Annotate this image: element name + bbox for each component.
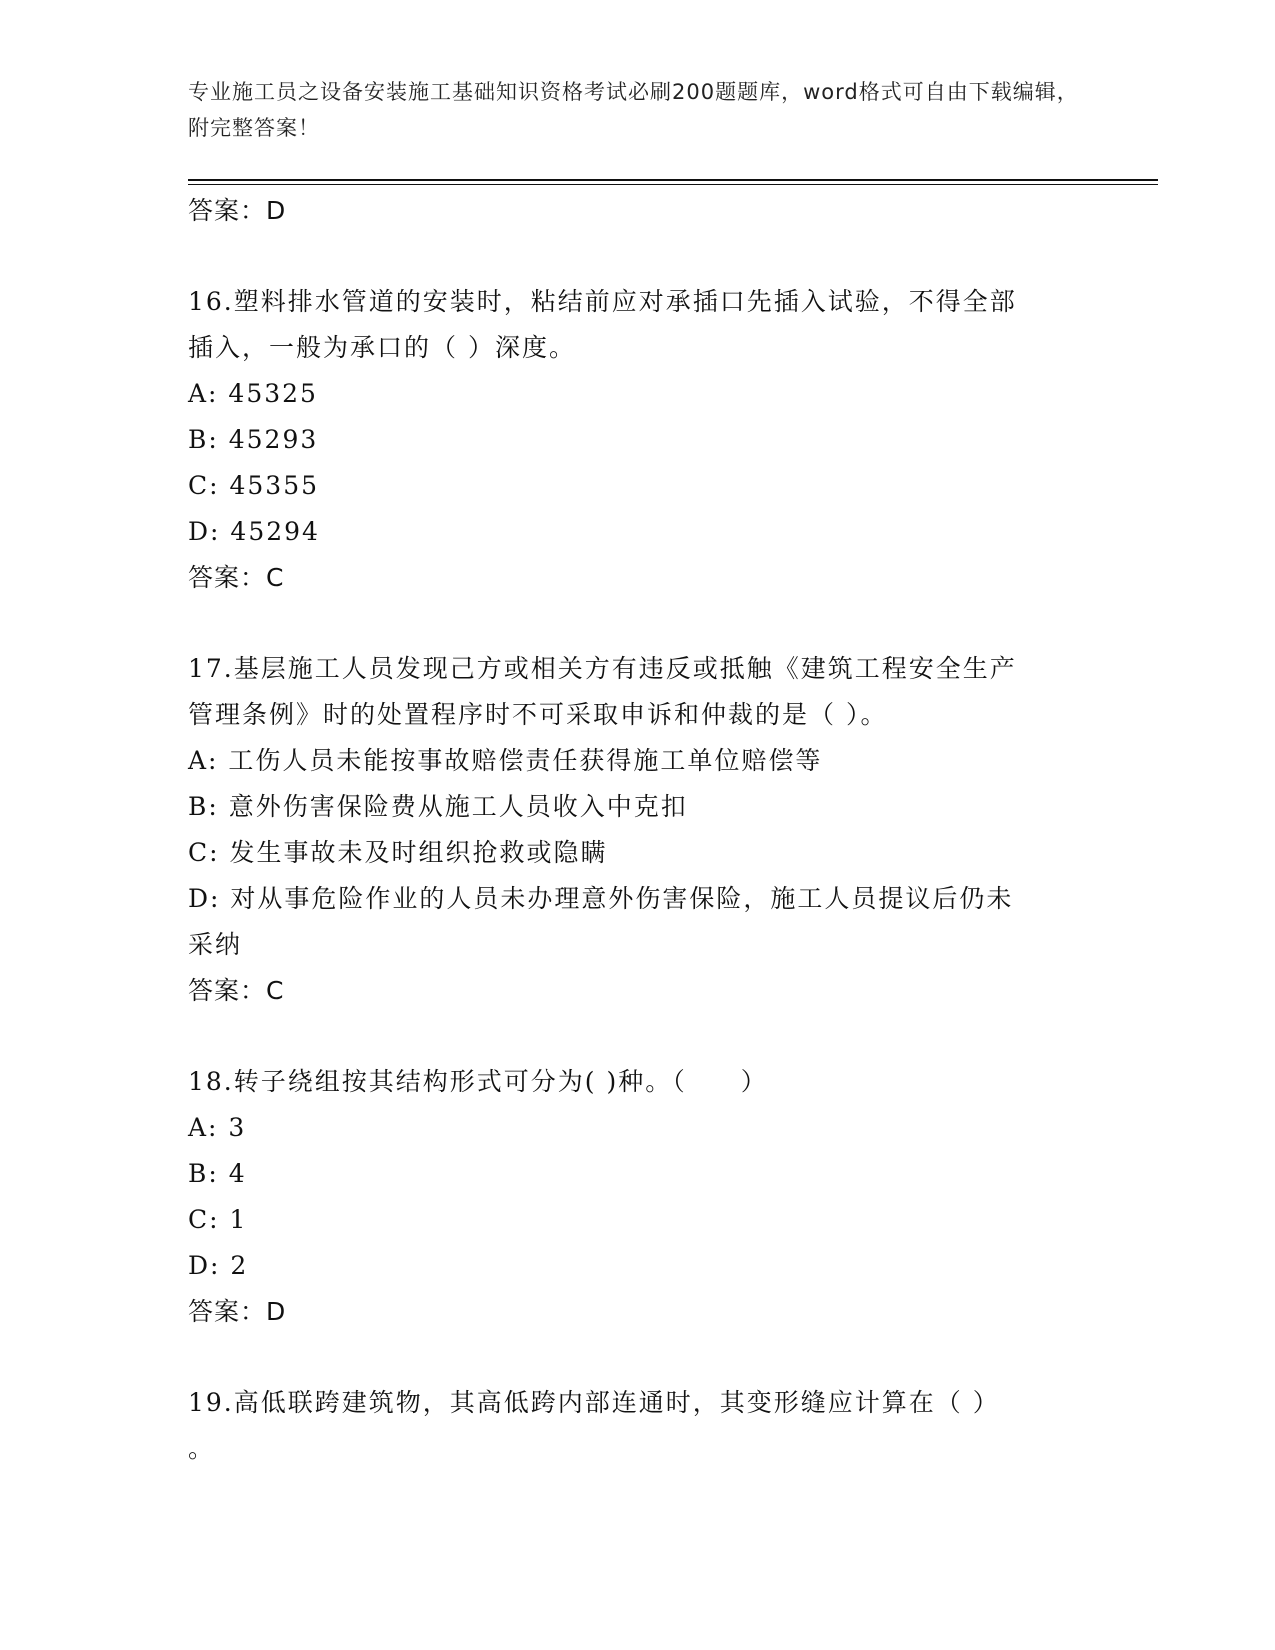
answer-line: 答案：C xyxy=(188,563,285,592)
option-c: C: 1 xyxy=(188,1205,248,1234)
spacer xyxy=(188,601,1088,646)
answer-line: 答案：D xyxy=(188,1297,287,1326)
spacer xyxy=(188,1014,1088,1059)
question-18 xyxy=(188,1059,1088,1335)
spacer xyxy=(188,234,1088,279)
option-a: A: 45325 xyxy=(188,379,318,408)
header-divider-thin xyxy=(188,184,1158,185)
option-d: D: 45294 xyxy=(188,517,320,546)
answer-line: 答案：D xyxy=(188,196,287,225)
option-b: B: 4 xyxy=(188,1159,247,1188)
option-c: C: 发生事故未及时组织抢救或隐瞒 xyxy=(188,838,608,867)
question-17 xyxy=(188,646,1088,1014)
option-b: B: 45293 xyxy=(188,425,319,454)
question-stem: 管理条例》时的处置程序时不可采取申诉和仲裁的是（ ）。 xyxy=(188,700,888,729)
question-stem: 。 xyxy=(188,1434,216,1463)
option-a: A: 3 xyxy=(188,1113,247,1142)
option-c: C: 45355 xyxy=(188,471,320,500)
page-header: 专业施工员之设备安装施工基础知识资格考试必刷200题题库，word格式可自由下载编辑，附完整答案！ xyxy=(188,80,1079,140)
document-body xyxy=(188,188,1088,1472)
spacer xyxy=(188,1335,1088,1380)
option-d: D: 对从事危险作业的人员未办理意外伤害保险，施工人员提议后仍未 xyxy=(188,884,1014,913)
option-d-continued: 采纳 xyxy=(188,930,243,959)
question-19 xyxy=(188,1380,1088,1472)
option-b: B: 意外伤害保险费从施工人员收入中克扣 xyxy=(188,792,688,821)
question-16 xyxy=(188,279,1088,601)
option-d: D: 2 xyxy=(188,1251,249,1280)
question-stem: 19.高低联跨建筑物，其高低跨内部连通时，其变形缝应计算在（ ） xyxy=(188,1388,1000,1417)
answer-line: 答案：C xyxy=(188,976,285,1005)
header-divider xyxy=(188,179,1158,181)
question-stem: 16.塑料排水管道的安装时，粘结前应对承插口先插入试验，不得全部 xyxy=(188,287,1017,316)
question-stem: 插入，一般为承口的（ ）深度。 xyxy=(188,333,576,362)
question-stem: 17.基层施工人员发现己方或相关方有违反或抵触《建筑工程安全生产 xyxy=(188,654,1017,683)
question-stem: 18.转子绕组按其结构形式可分为( )种。（ ） xyxy=(188,1067,768,1096)
option-a: A: 工伤人员未能按事故赔偿责任获得施工单位赔偿等 xyxy=(188,746,823,775)
